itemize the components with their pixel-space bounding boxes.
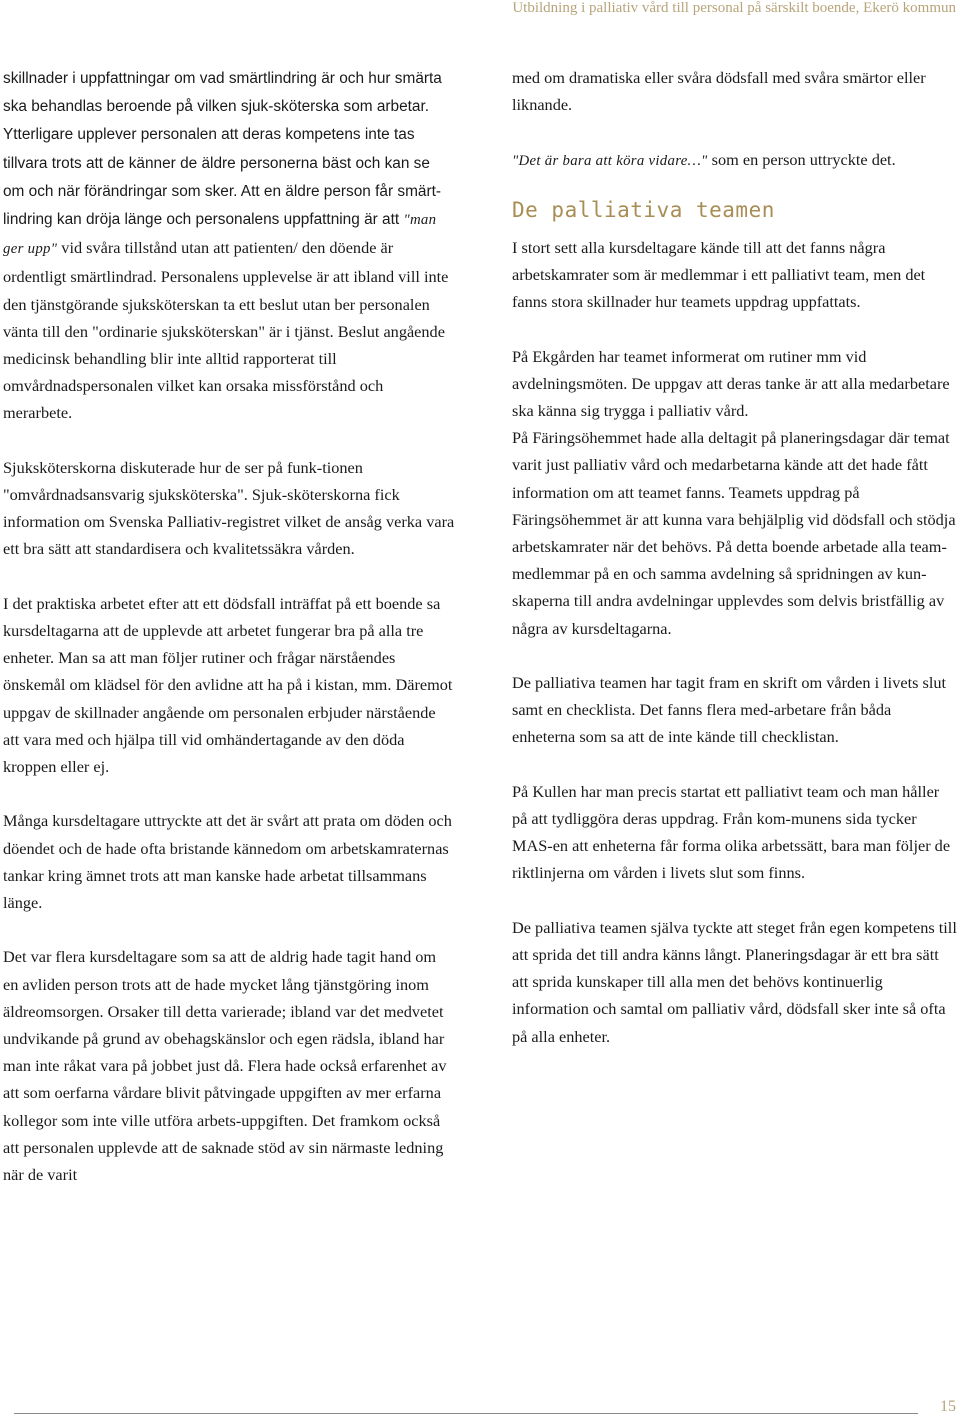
footer-rule [14, 1413, 918, 1414]
paragraph-text: som en person uttryckte det. [707, 149, 896, 169]
running-header: Utbildning i palliativ vård till personal på särskilt boende, Ekerö kommun [512, 0, 956, 16]
paragraph: I det praktiska arbetet efter att ett dödsfall inträffat på ett boende sa kursdeltagarna att de upplevde att arbetet fungerar bra på alla tre enheter. Man sa att man följer rutiner och frågar närståendes önskemål om klädsel för den avlidne att ha på i kistan, mm. Däremot uppgav de skillnader angående om personalen erbjuder närstående att vara med och hjälpa till vid omhändertagande av den döda kroppen eller ej. [3, 593, 453, 777]
paragraph: På Ekgården har teamet informerat om rutiner mm vid avdelningsmöten. De uppgav att deras tanke är att alla medarbetare ska känna sig trygga i palliativ vård. [512, 346, 950, 420]
section-heading: De palliativa teamen [512, 197, 775, 222]
paragraph: med om dramatiska eller svåra dödsfall med svåra smärtor eller liknande. [512, 68, 926, 115]
paragraph-text: vid svåra tillstånd utan att patienten/ den döende är ordentligt smärtlindrad. Personalens upplevelse är att ibland vill inte den tjänstgörande sjuksköterskan ta ett beslut utan ber personalen vänta till den "ordinarie sjuksköterskan" är i tjänst. Beslut angående medicinsk behandling blir inte alltid rapporterat till omvårdnadspersonalen vilket kan orsaka missförstånd och merarbete. [3, 238, 449, 423]
paragraph: Det var flera kursdeltagare som sa att de aldrig hade tagit hand om en avliden person trots att de hade mycket lång tjänstgöring inom äldreomsorgen. Orsaker till detta varierade; ibland var det medvetet undvikande på grund av obehagskänslor och egen rädsla, ibland har man inte råkat vara på jobbet just då. Flera hade också erfarenhet av att som oerfarna vårdare blivit påtvingade uppgiften av mer erfarna kollegor som inte ville utföra arbets-uppgiften. Det framkom också att personalen upplevde att de saknade stöd av sin närmaste ledning när de varit [3, 947, 447, 1185]
paragraph: På Färingsöhemmet hade alla deltagit på planeringsdagar där temat varit just palliativ vård och medarbetarna kände att det hade fått information om att teamet fanns. Teamets uppdrag på Färingsöhemmet är att kunna vara behjälplig vid dödsfall och stödja arbetskamrater när det behövs. På detta boende arbetade alla team-medlemmar på en och samma avdelning så spridningen av kun-skaperna till andra avdelningar upplevdes som delvis bristfällig av några av kursdeltagarna. [512, 428, 956, 638]
right-column [512, 64, 957, 1077]
paragraph [512, 146, 957, 175]
page-number: 15 [940, 1398, 956, 1415]
paragraph: De palliativa teamen själva tyckte att steget från egen kompetens till att sprida det till andra känns långt. Planeringsdagar är ett bra sätt att sprida kunskaper till alla men det behövs kontinuerlig information och samtal om palliativ vård, dödsfall sker inte så ofta på alla enheter. [512, 917, 957, 1046]
paragraph: På Kullen har man precis startat ett palliativt team och man håller på att tydliggöra deras uppdrag. Från kom-munens sida tycker MAS-en att enheterna får forma olika arbetssätt, bara man följer de riktlinjerna om vården i livets slut som finns. [512, 781, 951, 883]
inline-quote: "Det är bara att köra vidare…" [512, 152, 708, 169]
paragraph: De palliativa teamen har tagit fram en skrift om vården i livets slut samt en checklista. Det fanns flera med-arbetare från båda enheterna som sa att de inte kände till checklistan. [512, 673, 947, 747]
paragraph: Sjuksköterskorna diskuterade hur de ser på funk-tionen "omvårdnadsansvarig sjuksköterska". Sjuk-sköterskorna fick information om Svenska Palliativ-registret vilket de ansåg verka vara ett bra sätt att standardisera och kvalitetssäkra vården. [3, 457, 455, 559]
paragraph: Många kursdeltagare uttryckte att det är svårt att prata om döden och döendet och de hade ofta bristande kännedom om arbetskamraternas tankar kring ämnet trots att man kanske hade arbetat tillsammans länge. [3, 811, 452, 913]
paragraph [3, 64, 455, 427]
paragraph-text-sans: skillnader i uppfattningar om vad smärtlindring är och hur smärta ska behandlas beroende på vilken sjuk-sköterska som arbetar. [3, 70, 442, 116]
left-column [3, 64, 455, 1215]
inline-quote: "man ger upp" [3, 212, 437, 258]
paragraph: I stort sett alla kursdeltagare kände till att det fanns några arbetskamrater som är medlemmar i ett palliativt team, men det fanns stora skillnader hur teamets uppdrag uppfattats. [512, 237, 926, 312]
paragraph-text-sans: Ytterligare upplever personalen att deras kompetens inte tas tillvara trots att de känner de äldre personerna bäst och kan se om och när förändringar som sker. Att en äldre person får smärt-lindring kan dröja länge och personalens uppfattning är att [3, 126, 441, 229]
